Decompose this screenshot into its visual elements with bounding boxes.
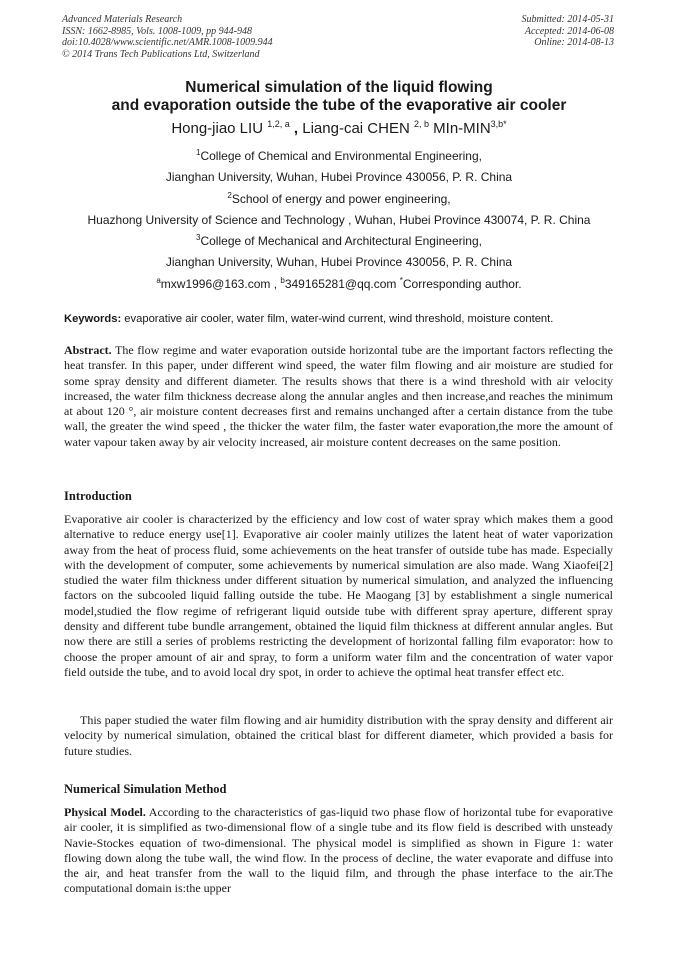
author-2-affil: 2, b — [413, 119, 429, 129]
author-1: Hong-jiao LIU — [171, 120, 268, 137]
title-line-1: Numerical simulation of the liquid flowing — [185, 79, 493, 96]
introduction-heading: Introduction — [64, 489, 132, 503]
email-b-marker: b — [280, 275, 285, 285]
affil-1-marker: 1 — [196, 148, 201, 157]
keywords — [64, 312, 624, 327]
email-a-marker: a — [156, 275, 161, 285]
keywords-text: evaporative air cooler, water film, water-wind current, wind threshold, moisture content. — [121, 313, 554, 325]
author-list — [0, 120, 678, 138]
affiliations — [0, 146, 678, 295]
intro-p2-text: This paper studied the water film flowing and air humidity distribution with the spray density and different air velocity by numerical simulation, obtained the critical blast for different diameter, which provided a basis for future studies. — [64, 713, 613, 758]
introduction-paragraph-1 — [64, 512, 613, 680]
corresponding-marker: * — [399, 275, 403, 285]
submitted-date: Submitted: 2014-05-31 — [521, 14, 614, 25]
author-3: MIn-MIN — [428, 120, 491, 137]
affil-2-marker: 2 — [227, 190, 232, 200]
affiliation-1-line-1 — [0, 146, 678, 167]
author-3-affil: 3,b* — [490, 119, 507, 129]
affiliation-2-line-1 — [0, 189, 678, 210]
physical-model-paragraph — [64, 805, 613, 897]
affiliation-3-line-2: Jianghan University, Wuhan, Hubei Province 430056, P. R. China — [165, 255, 513, 270]
online-date: Online: 2014-08-13 — [534, 37, 614, 48]
physical-model-text: According to the characteristics of gas-liquid two phase flow of horizontal tube for evaporative air cooler, it is simplified as two-dimensional flow of a single tube and its flow field is described with unsteady Navie-Stockes equation of two-dimensional. The physical model is simplified as shown in Figure 1: water flowing down along the tube wall, the wind flow. In the process of decline, the water evaporate and diffuse into the air, and heat transfer from the wall to the liquid film, and through the phase interface to the air.The computational domain is:the upper — [64, 805, 614, 896]
affiliation-2-line-2: Huazhong University of Science and Technology , Wuhan, Hubei Province 430074, P. R. China — [87, 212, 591, 227]
title-line-2: and evaporation outside the tube of the evaporative air cooler — [111, 97, 567, 114]
author-2: Liang-cai CHEN — [302, 120, 414, 137]
abstract-label: Abstract. — [64, 343, 112, 357]
issn-line: ISSN: 1662-8985, Vols. 1008-1009, pp 944-948 — [62, 25, 252, 37]
affil-2-text: School of energy and power engineering, — [231, 191, 451, 206]
email-b[interactable]: 349165281@qq.com — [284, 276, 400, 291]
affiliation-3-line-1 — [0, 231, 678, 252]
affiliation-1-line-2: Jianghan University, Wuhan, Hubei Province 430056, P. R. China — [165, 170, 513, 185]
intro-p1-text: Evaporative air cooler is characterized by the efficiency and low cost of water spray which makes them a good alternative to reduce energy use[1]. Evaporative air cooler mainly utilizes the latent heat of water vaporization away from the heat of process fluid, some achievements on the heat transfer of outside tube has made. Especially with the development of computer, some achievements by numerical simulation are also made. Wang Xiaofei[2] studied the water film thickness under different situation by numerical simulation, and analyzed the influencing factors on the subcooled liquid falling outside the tube. He Maogang [3] by establishment a single numerical model,studied the flow regime of refrigerant liquid outside tube with different spray aperture, different spray density and different tube bundle arrangement, obtained the liquid film thickness at different annular angles. But now there are still a series of problems restricting the development of horizontal falling film evaporator: how to choose the proper amount of air and spray, to form a uniform water film and the concentration of water vapor field outside the tube, and to avoid local dry spot, in order to achieve the optimal heat transfer effect etc. — [64, 512, 613, 679]
publication-dates — [522, 14, 615, 49]
affil-3-text: College of Mechanical and Architectural Engineering, — [200, 234, 482, 249]
numerical-method-heading: Numerical Simulation Method — [64, 782, 227, 796]
copyright-line: © 2014 Trans Tech Publications Ltd, Switzerland — [62, 48, 260, 60]
introduction-paragraph-2 — [64, 713, 613, 759]
journal-info — [62, 14, 273, 60]
accepted-date: Accepted: 2014-06-08 — [524, 25, 614, 37]
affil-3-marker: 3 — [196, 233, 201, 243]
paper-title — [0, 79, 678, 115]
keywords-label: Keywords: — [64, 313, 122, 325]
abstract-text: The flow regime and water evaporation outside horizontal tube are the important factors reflecting the heat transfer. In this paper, under different wind speed, the water film flowing and air moisture are studied for some spray density and different diameter. The results shows that there is a wind threshold with air velocity increased, the water film thickness decrease along the annular angles and then increase,and reaches the minimum at about 120 °, air moisture content decreases first and remains unchanged after a certain distance from the tube wall, the greater the wind speed , the thicker the water film, the faster water evaporation,the more the amount of water vapour taken away by air velocity increased, air moisture content decreases on the same position. — [64, 343, 613, 449]
contact-emails — [0, 274, 678, 295]
email-a[interactable]: mxw1996@163.com , — [160, 276, 281, 291]
physical-model-label: Physical Model. — [64, 805, 146, 819]
journal-name: Advanced Materials Research — [62, 14, 183, 25]
affil-1-text: College of Chemical and Environmental Engineering, — [200, 149, 482, 163]
author-separator: , — [289, 120, 303, 137]
abstract — [64, 343, 613, 450]
corresponding-note: Corresponding author. — [402, 276, 522, 291]
doi-line: doi:10.4028/www.scientific.net/AMR.1008-1009.944 — [62, 37, 273, 48]
author-1-affil: 1,2, a — [267, 119, 290, 129]
